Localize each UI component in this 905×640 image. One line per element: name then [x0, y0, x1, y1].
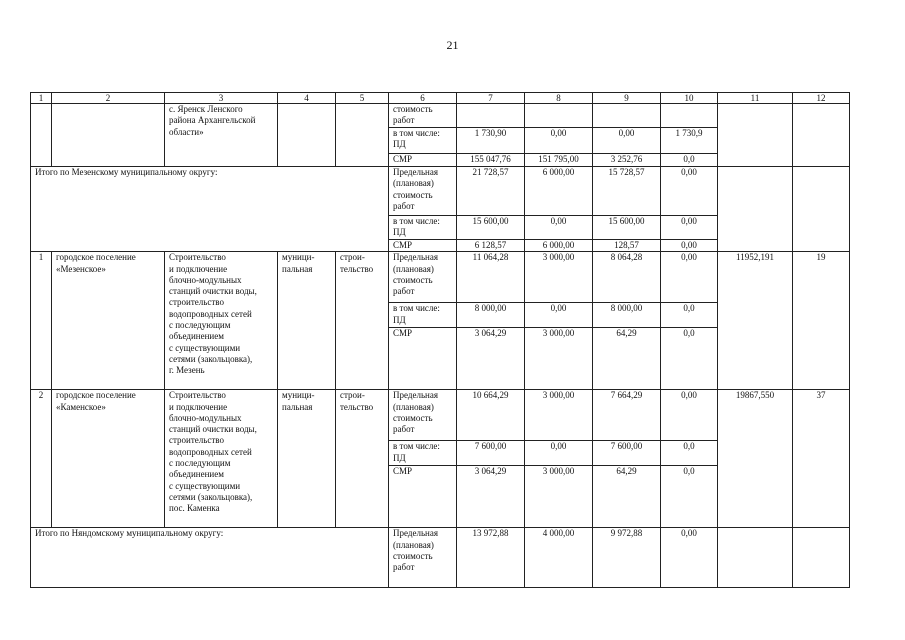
col-header: 6	[389, 93, 457, 104]
cost-label: в том числе: ПД	[389, 128, 457, 154]
col-header: 1	[31, 93, 52, 104]
work-type: строи- тельство	[336, 252, 389, 390]
object-description: Строительство и подключение блочно-модульных станций очистки воды, строительство водопроводных сетей с последующим объединением с существующими сетями (закольцовка), пос. Каменка	[165, 390, 278, 528]
cost-label: СМР	[389, 328, 457, 390]
ownership-type: муници- пальная	[278, 252, 336, 390]
table-row: в том числе: ПД 15 600,00 0,00 15 600,00 0,00	[31, 216, 850, 240]
col-header: 9	[593, 93, 661, 104]
table-row: СМР 6 128,57 6 000,00 128,57 0,00	[31, 240, 850, 252]
table-row: в том числе: ПД 8 000,00 0,00 8 000,00 0,0	[31, 303, 850, 328]
cost-label: Предельная (плановая) стоимость работ	[389, 167, 457, 216]
col-header: 7	[457, 93, 525, 104]
table-row	[31, 104, 850, 128]
object-description: с. Яренск Ленского района Архангельской области»	[165, 104, 278, 167]
col-header: 12	[793, 93, 850, 104]
cost-label: в том числе: ПД	[389, 216, 457, 240]
work-type: строи- тельство	[336, 390, 389, 528]
table-row: 1 городское поселение «Мезенское» Строительство и подключение блочно-модульных станций очистки воды, строительство водопроводных сетей с последующим объединением с существующими сетями (закольцовка), г. Мезень муници- пальная строи- тельство Предельная (плановая) стоимость работ 11 064,28 3 000,00 8 064,28 0,00 11952,191 19	[31, 252, 850, 303]
col-header: 8	[525, 93, 593, 104]
district-total-title: Итого по Няндомскому муниципальному округу:	[31, 528, 389, 588]
settlement-name: городское поселение «Мезенское»	[52, 252, 165, 390]
row-number: 1	[31, 252, 52, 390]
col-header: 5	[336, 93, 389, 104]
ownership-type: муници- пальная	[278, 390, 336, 528]
col-header: 11	[718, 93, 793, 104]
page-number: 21	[446, 38, 459, 52]
cost-label: стоимость работ	[389, 104, 457, 128]
cost-table	[30, 92, 850, 588]
capacity-value: 11952,191	[718, 252, 793, 390]
cost-label: СМР	[389, 466, 457, 528]
cost-label: Предельная (плановая) стоимость работ	[389, 252, 457, 303]
cost-label: в том числе: ПД	[389, 303, 457, 328]
row-number: 2	[31, 390, 52, 528]
col-header: 2	[52, 93, 165, 104]
table-row: СМР 3 064,29 3 000,00 64,29 0,0	[31, 328, 850, 390]
table-row: в том числе: ПД 7 600,00 0,00 7 600,00 0,0	[31, 441, 850, 466]
table-row: 2 городское поселение «Каменское» Строительство и подключение блочно-модульных станций очистки воды, строительство водопроводных сетей с последующим объединением с существующими сетями (закольцовка), пос. Каменка муници- пальная строи- тельство Предельная (плановая) стоимость работ 10 664,29 3 000,00 7 664,29 0,00 19867,550 37	[31, 390, 850, 441]
cost-label: Предельная (плановая) стоимость работ	[389, 390, 457, 441]
cost-label: СМР	[389, 240, 457, 252]
object-description: Строительство и подключение блочно-модульных станций очистки воды, строительство водопроводных сетей с последующим объединением с существующими сетями (закольцовка), г. Мезень	[165, 252, 278, 390]
cost-label: Предельная (плановая) стоимость работ	[389, 528, 457, 588]
column-number-row	[31, 93, 850, 104]
table-row: СМР 155 047,76 151 795,00 3 252,76 0,0	[31, 154, 850, 167]
district-total-title: Итого по Мезенскому муниципальному округу:	[31, 167, 389, 252]
col-header: 3	[165, 93, 278, 104]
col-header: 10	[661, 93, 718, 104]
cost-label: СМР	[389, 154, 457, 167]
table-row: Итого по Мезенскому муниципальному округу: Предельная (плановая) стоимость работ 21 728,57 6 000,00 15 728,57 0,00	[31, 167, 850, 216]
capacity-value: 19867,550	[718, 390, 793, 528]
table-row: в том числе: ПД 1 730,90 0,00 0,00 1 730,9	[31, 128, 850, 154]
count-value: 19	[793, 252, 850, 390]
col-header: 4	[278, 93, 336, 104]
count-value: 37	[793, 390, 850, 528]
settlement-name: городское поселение «Каменское»	[52, 390, 165, 528]
cost-label: в том числе: ПД	[389, 441, 457, 466]
table-row: Итого по Няндомскому муниципальному округу: Предельная (плановая) стоимость работ 13 972,88 4 000,00 9 972,88 0,00	[31, 528, 850, 588]
table-row: СМР 3 064,29 3 000,00 64,29 0,0	[31, 466, 850, 528]
